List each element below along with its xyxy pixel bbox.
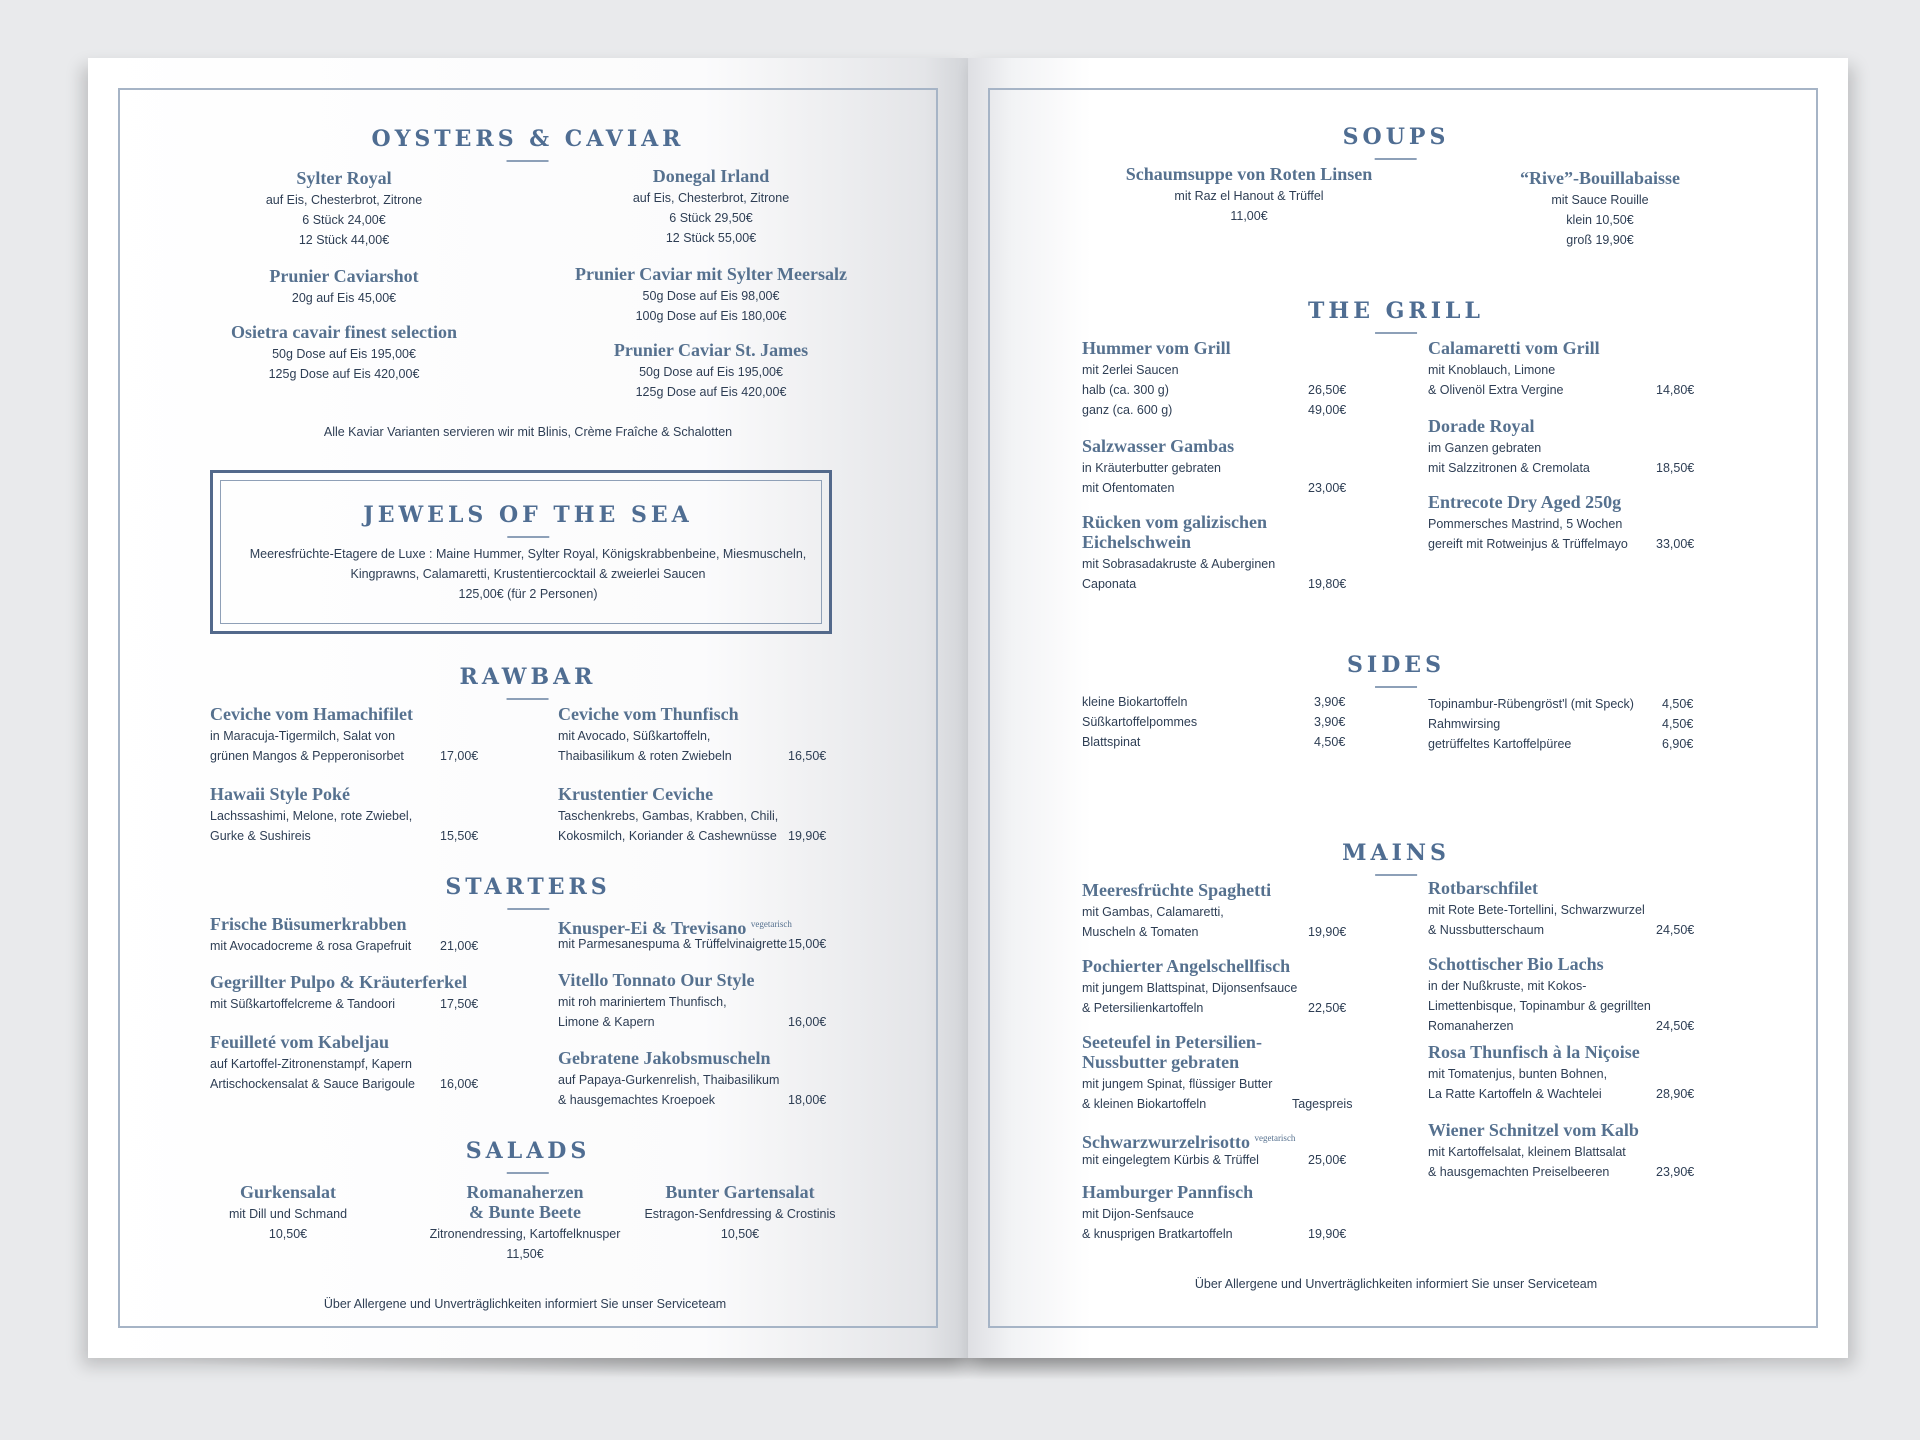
dish-knusper-price: 15,00€ [788,937,827,951]
dish-linsensuppe-desc: mit Raz el Hanout & Trüffel [1174,189,1324,203]
section-heading-sides: SIDES [1347,652,1445,688]
dish-donegal-desc: auf Eis, Chesterbrot, Zitrone [632,191,790,205]
section-heading-oysters-caviar: OYSTERS & CAVIAR [372,126,685,162]
jewels-price: 125,00€ (für 2 Personen) [458,587,598,601]
dish-bunter-desc: Estragon-Senfdressing & Crostinis [644,1207,836,1221]
dish-donegal-price-12: 12 Stück 55,00€ [665,231,757,245]
side-item-blattspinat: Blattspinat [1082,735,1141,749]
dish-gegrillter-pulpo: Gegrillter Pulpo & Kräuterferkel [210,972,468,992]
dish-pannfisch-desc2: & knusprigen Bratkartoffeln [1082,1227,1233,1241]
dish-romanaherzen-price: 11,50€ [506,1247,544,1261]
side-item-kartoffelpueree: getrüffeltes Kartoffelpüree [1428,737,1572,751]
dish-hummer-grill: Hummer vom Grill [1082,338,1231,358]
dish-bouillabaisse: “Rive”-Bouillabaisse [1519,168,1681,188]
dish-feuillete-desc1: auf Kartoffel-Zitronenstampf, Kapern [210,1057,412,1071]
dish-pulpo-desc: mit Süßkartoffelcreme & Tandoori [210,997,396,1011]
dish-rotbarsch-desc1: mit Rote Bete-Tortellini, Schwarzwurzel [1428,903,1645,917]
section-heading-starters: STARTERS [445,874,610,910]
dish-romanaherzen: Romanaherzen [466,1182,584,1202]
dish-rosa-thunfisch-desc2: La Ratte Kartoffeln & Wachtelei [1428,1087,1602,1101]
side-price-biokartoffeln: 3,90€ [1314,695,1346,709]
dish-osietra-price-125: 125g Dose auf Eis 420,00€ [268,367,420,381]
dish-spaghetti-price: 19,90€ [1308,925,1347,939]
dish-knusper-desc: mit Parmesanespuma & Trüffelvinaigrette [558,937,788,951]
dish-sylter-royal-desc: auf Eis, Chesterbrot, Zitrone [265,193,423,207]
dish-donegal-irland: Donegal Irland [652,166,770,186]
side-price-suesskartoffelpommes: 3,90€ [1314,715,1346,729]
dish-linsensuppe-price: 11,00€ [1230,209,1268,223]
dish-meersalz-price-100: 100g Dose auf Eis 180,00€ [635,309,787,323]
dish-hawaii-poke: Hawaii Style Poké [210,784,350,804]
dish-bouillabaisse-desc: mit Sauce Rouille [1551,193,1649,207]
dish-buesumer-desc: mit Avocadocreme & rosa Grapefruit [210,939,412,953]
dish-gambas-desc2: mit Ofentomaten [1082,481,1175,495]
dish-gurkensalat: Gurkensalat [239,1182,337,1202]
dish-romanaherzen-line2: & Bunte Beete [469,1202,581,1222]
side-item-suesskartoffelpommes: Süßkartoffelpommes [1082,715,1198,729]
dish-lachs-price: 24,50€ [1656,1019,1695,1033]
dish-seeteufel-line2: Nussbutter gebraten [1082,1052,1240,1072]
jewels-desc-line2: Kingprawns, Calamaretti, Krustentiercocktail & zweierlei Saucen [350,567,706,581]
dish-hummer-halb: halb (ca. 300 g) [1082,383,1169,397]
dish-pulpo-price: 17,50€ [440,997,479,1011]
dish-seeteufel-desc1: mit jungem Spinat, flüssiger Butter [1082,1077,1273,1091]
dish-poke-desc1: Lachssashimi, Melone, rote Zwiebel, [210,809,413,823]
dish-krustentier-desc1: Taschenkrebs, Gambas, Krabben, Chili, [558,809,779,823]
dish-thunfisch-desc2: Thaibasilikum & roten Zwiebeln [558,749,732,763]
dish-sylter-royal-price-6: 6 Stück 24,00€ [302,213,386,227]
dish-risotto-desc: mit eingelegtem Kürbis & Trüffel [1082,1153,1259,1167]
dish-ruecken-line2: Eichelschwein [1082,532,1192,552]
dish-hamachi-desc1: in Maracuja-Tigermilch, Salat von [210,729,396,743]
dish-buesumer-krabben: Frische Büsumerkrabben [210,914,407,934]
dish-prunier-caviarshot: Prunier Caviarshot [269,266,419,286]
dish-rotbarsch-desc2: & Nussbutterschaum [1428,923,1545,937]
dish-bio-lachs: Schottischer Bio Lachs [1428,954,1604,974]
dish-krustentier-ceviche: Krustentier Ceviche [558,784,714,804]
dish-rosa-thunfisch-price: 28,90€ [1656,1087,1695,1101]
allergen-footer-right: Über Allergene und Unverträglichkeiten informiert Sie unser Serviceteam [1194,1277,1598,1291]
dish-gurkensalat-price: 10,50€ [268,1227,308,1241]
right-menu-page [968,58,1848,1358]
section-heading-soups: SOUPS [1343,124,1450,160]
dish-buesumer-price: 21,00€ [440,939,479,953]
dish-thunfisch-price: 16,50€ [788,749,827,763]
side-item-topinambur: Topinambur-Rübengröst'l (mit Speck) [1428,697,1634,711]
dish-feuillete-price: 16,00€ [440,1077,479,1091]
dish-angel-desc2: & Petersilienkartoffeln [1082,1001,1204,1015]
dish-angel-price: 22,50€ [1308,1001,1347,1015]
section-heading-salads: SALADS [466,1138,590,1174]
section-heading-jewels: JEWELS OF THE SEA [363,502,692,538]
dish-prunier-meersalz: Prunier Caviar mit Sylter Meersalz [575,264,847,284]
dish-spaghetti-desc2: Muscheln & Tomaten [1082,925,1199,939]
dish-meeresfruechte-spaghetti: Meeresfrüchte Spaghetti [1082,880,1272,900]
section-heading-grill: THE GRILL [1308,298,1484,334]
dish-vitello-desc2: Limone & Kapern [558,1015,655,1029]
dish-krustentier-price: 19,90€ [788,829,827,843]
dish-donegal-price-6: 6 Stück 29,50€ [669,211,753,225]
dish-ruecken-price: 19,80€ [1308,577,1347,591]
dish-feuillete-kabeljau: Feuilleté vom Kabeljau [210,1032,389,1052]
dish-lachs-desc1: in der Nußkruste, mit Kokos- [1428,979,1587,993]
dish-hummer-halb-price: 26,50€ [1308,383,1347,397]
dish-bouillabaisse-klein: klein 10,50€ [1566,213,1634,227]
dish-st-james-price-125: 125g Dose auf Eis 420,00€ [635,385,787,399]
dish-dorade-desc1: im Ganzen gebraten [1428,441,1542,455]
dish-sylter-royal: Sylter Royal [296,168,392,188]
dish-schnitzel-price: 23,90€ [1656,1165,1695,1179]
dish-seeteufel-desc2: & kleinen Biokartoffeln [1082,1097,1207,1111]
side-item-biokartoffeln: kleine Biokartoffeln [1082,695,1188,709]
dish-vitello-price: 16,00€ [788,1015,827,1029]
dish-knusper-ei-name: Knusper-Ei & Trevisano [558,918,747,938]
dish-risotto-price: 25,00€ [1308,1153,1347,1167]
dish-st-james-price-50: 50g Dose auf Eis 195,00€ [639,365,783,379]
dish-feuillete-desc2: Artischockensalat & Sauce Barigoule [210,1077,415,1091]
dish-poke-price: 15,50€ [440,829,479,843]
side-price-blattspinat: 4,50€ [1314,735,1346,749]
dish-hamachi-price: 17,00€ [440,749,479,763]
dish-ruecken-eichelschwein: Rücken vom galizischen [1082,512,1268,532]
dish-bunter-gartensalat: Bunter Gartensalat [665,1182,815,1202]
dish-bunter-price: 10,50€ [720,1227,760,1241]
dish-salzwasser-gambas: Salzwasser Gambas [1082,436,1235,456]
dish-vitello-desc1: mit roh mariniertem Thunfisch, [558,995,727,1009]
dish-entrecote-price: 33,00€ [1656,537,1695,551]
jewels-desc-line1: Meeresfrüchte-Etagere de Luxe : Maine Hummer, Sylter Royal, Königskrabbenbeine, Miesmuscheln, [249,547,807,561]
dish-thunfisch-desc1: mit Avocado, Süßkartoffeln, [558,729,711,743]
vegetarian-tag-risotto: vegetarisch [1254,1133,1296,1143]
allergen-footer-left: Über Allergene und Unverträglichkeiten informiert Sie unser Serviceteam [323,1297,727,1311]
dish-seeteufel: Seeteufel in Petersilien- [1082,1032,1262,1052]
dish-ceviche-thunfisch: Ceviche vom Thunfisch [558,704,739,724]
dish-angelschellfisch: Pochierter Angelschellfisch [1082,956,1291,976]
section-heading-rawbar: RAWBAR [460,664,597,700]
dish-jakobs-desc2: & hausgemachtes Kroepoek [558,1093,716,1107]
dish-spaghetti-desc1: mit Gambas, Calamaretti, [1082,905,1224,919]
dish-calamaretti-grill: Calamaretti vom Grill [1428,338,1600,358]
side-price-topinambur: 4,50€ [1662,697,1694,711]
dish-vitello-tonnato: Vitello Tonnato Our Style [558,970,755,990]
dish-entrecote-desc2: gereift mit Rotweinjus & Trüffelmayo [1428,537,1628,551]
dish-schwarzwurzelrisotto [1082,1128,1295,1152]
dish-lachs-desc3: Romanaherzen [1428,1019,1514,1033]
left-menu-page [88,58,968,1358]
dish-osietra: Osietra cavair finest selection [230,322,458,342]
dish-entrecote-desc1: Pommersches Mastrind, 5 Wochen [1428,517,1623,531]
dish-gurkensalat-desc: mit Dill und Schmand [228,1207,348,1221]
dish-hummer-desc: mit 2erlei Saucen [1082,363,1179,377]
dish-rotbarsch-price: 24,50€ [1656,923,1695,937]
dish-schnitzel-desc1: mit Kartoffelsalat, kleinem Blattsalat [1428,1145,1626,1159]
dish-jakobsmuscheln: Gebratene Jakobsmuscheln [558,1048,771,1068]
dish-risotto-name: Schwarzwurzelrisotto [1082,1132,1250,1152]
dish-sylter-royal-price-12: 12 Stück 44,00€ [298,233,390,247]
dish-rotbarschfilet: Rotbarschfilet [1428,878,1538,898]
dish-rosa-thunfisch-desc1: mit Tomatenjus, bunten Bohnen, [1428,1067,1608,1081]
dish-ceviche-hamachi: Ceviche vom Hamachifilet [210,704,413,724]
dish-caviarshot-price: 20g auf Eis 45,00€ [291,291,397,305]
dish-entrecote: Entrecote Dry Aged 250g [1428,492,1622,512]
dish-calamaretti-desc1: mit Knoblauch, Limone [1428,363,1556,377]
dish-krustentier-desc2: Kokosmilch, Koriander & Cashewnüsse [558,829,777,843]
dish-bouillabaisse-gross: groß 19,90€ [1566,233,1634,247]
dish-hummer-ganz: ganz (ca. 600 g) [1082,403,1173,417]
dish-lachs-desc2: Limettenbisque, Topinambur & gegrillten [1428,999,1651,1013]
dish-jakobs-desc1: auf Papaya-Gurkenrelish, Thaibasilikum [558,1073,780,1087]
dish-calamaretti-desc2: & Olivenöl Extra Vergine [1428,383,1564,397]
dish-gambas-desc1: in Kräuterbutter gebraten [1082,461,1221,475]
dish-ruecken-desc2: Caponata [1082,577,1137,591]
dish-pannfisch-desc1: mit Dijon-Senfsauce [1082,1207,1194,1221]
dish-hummer-ganz-price: 49,00€ [1308,403,1347,417]
dish-linsensuppe: Schaumsuppe von Roten Linsen [1125,164,1373,184]
dish-wiener-schnitzel: Wiener Schnitzel vom Kalb [1428,1120,1639,1140]
dish-ruecken-desc1: mit Sobrasadakruste & Auberginen [1082,557,1276,571]
dish-angel-desc1: mit jungem Blattspinat, Dijonsenfsauce [1082,981,1298,995]
dish-osietra-price-50: 50g Dose auf Eis 195,00€ [272,347,416,361]
side-price-kartoffelpueree: 6,90€ [1662,737,1694,751]
side-item-rahmwirsing: Rahmwirsing [1428,717,1501,731]
dish-dorade-royal: Dorade Royal [1428,416,1535,436]
dish-meersalz-price-50: 50g Dose auf Eis 98,00€ [642,289,780,303]
dish-poke-desc2: Gurke & Sushireis [210,829,311,843]
dish-seeteufel-price: Tagespreis [1292,1097,1353,1111]
caviar-note: Alle Kaviar Varianten servieren wir mit Blinis, Crème Fraîche & Schalotten [323,425,733,439]
dish-pannfisch-price: 19,90€ [1308,1227,1347,1241]
dish-calamaretti-price: 14,80€ [1656,383,1695,397]
dish-prunier-st-james: Prunier Caviar St. James [613,340,809,360]
dish-dorade-price: 18,50€ [1656,461,1695,475]
section-heading-mains: MAINS [1342,840,1450,876]
dish-schnitzel-desc2: & hausgemachten Preiselbeeren [1428,1165,1610,1179]
vegetarian-tag: vegetarisch [750,919,792,929]
dish-hamachi-desc2: grünen Mangos & Pepperonisorbet [210,749,404,763]
dish-romanaherzen-desc: Zitronendressing, Kartoffelknusper [429,1227,621,1241]
side-price-rahmwirsing: 4,50€ [1662,717,1694,731]
dish-rosa-thunfisch: Rosa Thunfisch à la Niçoise [1428,1042,1640,1062]
dish-dorade-desc2: mit Salzzitronen & Cremolata [1428,461,1590,475]
dish-jakobs-price: 18,00€ [788,1093,827,1107]
dish-gambas-price: 23,00€ [1308,481,1347,495]
dish-hamburger-pannfisch: Hamburger Pannfisch [1082,1182,1254,1202]
